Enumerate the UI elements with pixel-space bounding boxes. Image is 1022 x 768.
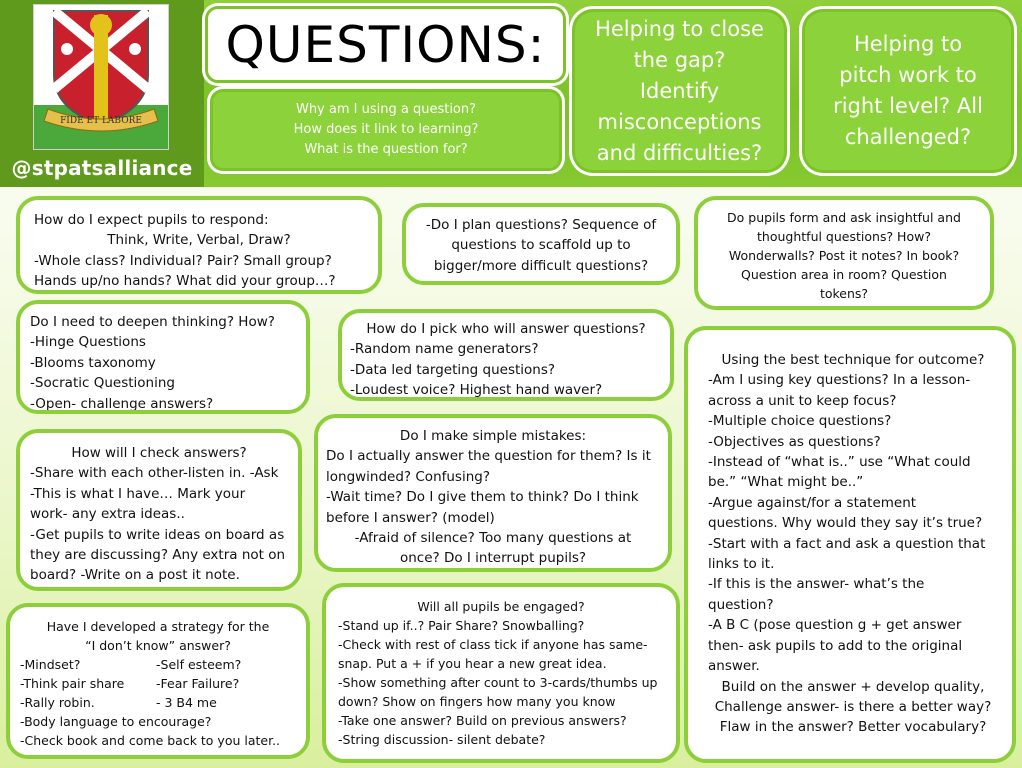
card-title: Do I need to deepen thinking? How?: [30, 314, 275, 330]
card-line: -Hinge Questions: [30, 334, 146, 351]
purpose-box: [213, 92, 559, 168]
card-line: longwinded? Confusing?: [326, 468, 491, 485]
card-line: -Socratic Questioning: [30, 375, 175, 392]
purpose-line: How does it link to learning?: [293, 122, 479, 137]
pitch-level-box: [805, 12, 1011, 170]
purpose-line: Why am I using a question?: [295, 102, 477, 117]
card-line: -Afraid of silence? Too many questions at: [354, 530, 632, 547]
card-line: -Loudest voice? Highest hand waver?: [350, 382, 603, 399]
card-line: -Data led targeting questions?: [350, 361, 556, 378]
card-line: - 3 B4 me: [156, 695, 217, 710]
card-line: links to it.: [708, 556, 775, 573]
card-line: -Whole class? Individual? Pair? Small group?: [34, 252, 332, 269]
card-line: -Check book and come back to you later..: [20, 733, 281, 748]
page-title: QUESTIONS:: [208, 9, 563, 80]
card-all-engaged: [322, 583, 680, 763]
gap-line: Helping to close: [595, 16, 764, 41]
card-line: -Share with each other-listen in. -Ask: [30, 465, 279, 482]
card-line: -Take one answer? Build on previous answers?: [338, 713, 627, 728]
card-title: How will I check answers?: [71, 445, 247, 461]
gap-line: and difficulties?: [596, 140, 763, 165]
motto-text: FIDE ET LABORE: [60, 116, 142, 126]
card-line: they are discussing? Any extra not on: [30, 547, 286, 564]
card-line: board? -Write on a post it note.: [30, 567, 240, 584]
card-line: -Get pupils to write ideas on board as: [30, 526, 285, 543]
card-line: be.” “What might be..”: [708, 474, 864, 491]
card-line: Think, Write, Verbal, Draw?: [107, 232, 291, 249]
close-gap-box: [575, 12, 784, 170]
card-line: -Multiple choice questions?: [708, 413, 892, 430]
card-line: Do pupils form and ask insightful and: [727, 210, 961, 225]
card-line: -Mindset?: [20, 657, 81, 672]
pitch-line: right level? All: [833, 94, 983, 118]
card-respond: [16, 196, 382, 294]
card-line: answer.: [708, 658, 760, 675]
card-line: Challenge answer- is there a better way?: [714, 698, 992, 715]
card-line: -Wait time? Do I give them to think? Do I think: [326, 489, 639, 506]
card-line: Build on the answer + develop quality,: [721, 678, 985, 695]
card-check-answers: [16, 429, 302, 591]
card-line: snap. Put a + if you hear a new great idea.: [338, 656, 607, 671]
card-line: -Am I using key questions? In a lesson-: [708, 372, 971, 389]
crest-shield-icon: [34, 5, 168, 149]
card-line: once? Do I interrupt pupils?: [399, 550, 587, 567]
card-line: before I answer? (model): [326, 509, 495, 526]
card-line: questions to scaffold up to: [451, 237, 631, 254]
card-pick-answerer: [338, 309, 674, 401]
card-line: then- ask pupils to add to the original: [708, 637, 963, 654]
card-line: -Instead of “what is..” use “What could: [708, 454, 971, 471]
card-plan: [402, 203, 680, 285]
card-dont-know-strategy: [6, 603, 310, 759]
card-line: -Stand up if..? Pair Share? Snowballing?: [338, 618, 585, 633]
card-title: How do I pick who will answer questions?: [366, 321, 646, 337]
card-title: How do I expect pupils to respond:: [34, 212, 269, 228]
pitch-line: challenged?: [844, 125, 972, 149]
card-line: question?: [708, 596, 774, 613]
card-line: -This is what I have… Mark your: [30, 485, 246, 502]
card-line: Flaw in the answer? Better vocabulary?: [719, 719, 987, 736]
card-line: tokens?: [819, 286, 869, 301]
card-line: -Start with a fact and ask a question that: [708, 535, 986, 552]
card-deepen-thinking: [16, 300, 310, 414]
card-line: -String discussion- silent debate?: [338, 732, 546, 747]
card-line: Question area in room? Question: [741, 267, 947, 282]
card-line: thoughtful questions? How?: [757, 229, 931, 244]
card-line: Sequence of: [567, 217, 657, 233]
card-pupils-questions: [694, 196, 994, 310]
card-line: across a unit to keep focus?: [708, 392, 897, 409]
crest-panel: [0, 0, 204, 187]
card-title: -Do I plan questions?: [425, 217, 568, 233]
gap-line: misconceptions: [597, 109, 762, 134]
card-line: -Fear Failure?: [156, 676, 240, 691]
card-line: -Blooms taxonomy: [30, 354, 156, 371]
card-line: -A B C (pose question g + get answer: [708, 617, 962, 634]
card-title: Do I make simple mistakes:: [399, 428, 587, 444]
gap-line: Identify: [639, 78, 720, 103]
card-title: Will all pupils be engaged?: [417, 599, 585, 614]
card-line: -Body language to encourage?: [20, 714, 212, 729]
card-line: -Self esteem?: [156, 657, 242, 672]
card-line: -Argue against/for a statement: [708, 494, 917, 511]
card-line: -Rally robin.: [20, 695, 95, 710]
card-line: -Think pair share: [20, 676, 125, 691]
gap-line: the gap?: [633, 47, 726, 72]
card-line: -Check with rest of class tick if anyone has same-: [338, 637, 648, 652]
twitter-handle[interactable]: @stpatsalliance: [11, 156, 193, 180]
card-line: bigger/more difficult questions?: [433, 257, 649, 274]
card-line: work- any extra ideas..: [30, 506, 185, 523]
purpose-line: What is the question for?: [304, 142, 468, 157]
school-crest: [33, 4, 169, 150]
card-title: Have I developed a strategy for the: [46, 619, 270, 634]
card-line: Wonderwalls? Post it notes? In book?: [728, 248, 960, 263]
card-title: Using the best technique for outcome?: [721, 352, 985, 368]
card-best-technique: [684, 326, 1016, 763]
pitch-line: Helping to: [853, 32, 963, 56]
card-line: -Random name generators?: [350, 341, 539, 358]
card-line: -Show something after count to 3-cards/thumbs up: [338, 675, 658, 690]
card-line: Do I actually answer the question for them? Is it: [326, 448, 651, 465]
card-line: -If this is the answer- what’s the: [708, 576, 925, 593]
card-title: “I don’t know” answer?: [85, 638, 231, 653]
card-line: -Open- challenge answers?: [30, 395, 214, 412]
card-line: -Objectives as questions?: [708, 433, 881, 450]
card-simple-mistakes: [314, 414, 672, 572]
card-line: down? Show on fingers how many you know: [338, 694, 616, 709]
card-line: Hands up/no hands? What did your group…?: [34, 273, 336, 290]
card-line: questions. Why would they say it’s true?: [708, 515, 983, 532]
pitch-line: pitch work to: [839, 63, 977, 87]
